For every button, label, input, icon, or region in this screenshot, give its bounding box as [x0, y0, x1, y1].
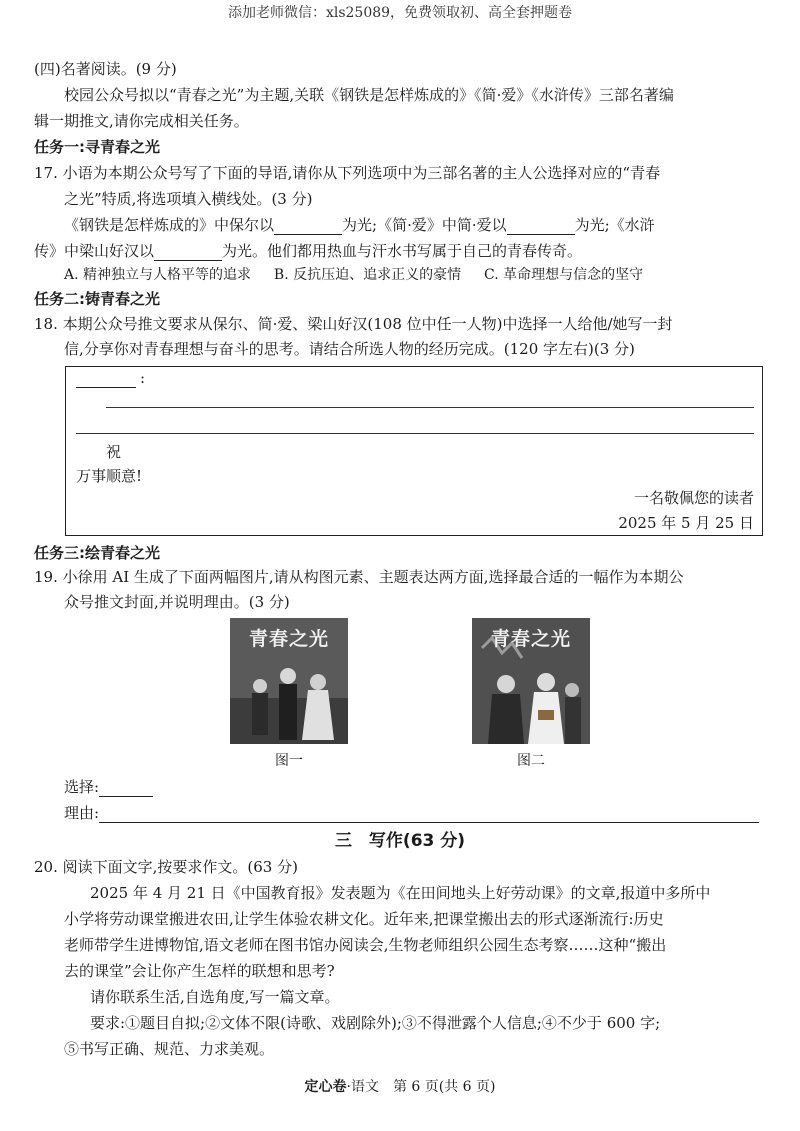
q17-fill-line2 — [34, 240, 582, 261]
q17-options — [64, 264, 643, 284]
letter-answer-box[interactable] — [65, 366, 763, 536]
q19-line1: 19. 小徐用 AI 生成了下面两幅图片,请从构图元素、主题表达两方面,选择最合适的一幅作为本期公 — [34, 568, 684, 586]
q19-reason-label: 理由: — [64, 804, 100, 822]
section3-heading: 三 写作(63 分) — [334, 831, 466, 851]
q17-option-c: C. 革命理想与信念的坚守 — [484, 267, 644, 283]
figure2-title: 青春之光 — [490, 628, 571, 650]
q17-blank-1[interactable] — [274, 216, 342, 235]
figure1-caption: 图一 — [275, 753, 303, 769]
q20-paragraph-line2: 小学将劳动课堂搬进农田,让学生体验农耕文化。近年来,把课堂搬出去的形式逐渐流行:历史 — [64, 910, 664, 928]
q17-blank-2[interactable] — [507, 216, 575, 235]
letter-writing-line-1[interactable] — [106, 407, 754, 408]
q17-fill1-text-a: 《钢铁是怎样炼成的》中保尔以 — [64, 216, 275, 234]
q17-blank-3[interactable] — [154, 242, 222, 261]
letter-closing-wishes: 万事顺意! — [76, 467, 143, 485]
q19-reason-row — [64, 802, 759, 823]
letter-writing-line-2[interactable] — [76, 433, 754, 434]
task2-title: 任务二:铸青春之光 — [34, 290, 160, 308]
letter-date: 2025 年 5 月 25 日 — [618, 514, 754, 532]
q20-instruction: 请你联系生活,自选角度,写一篇文章。 — [90, 988, 340, 1006]
q17-line1: 17. 小语为本期公众号写了下面的导语,请你从下列选项中为三部名著的主人公选择对应的“青春 — [34, 164, 661, 182]
q17-fill2-text-b: 为光。他们都用热血与汗水书写属于自己的青春传奇。 — [222, 242, 583, 260]
q19-choice-row — [64, 776, 153, 797]
letter-colon: : — [140, 369, 146, 387]
q18-line2: 信,分享你对青春理想与奋斗的思考。请结合所选人物的经历完成。(120 字左右)(3 分) — [64, 340, 635, 358]
figure2-image — [472, 618, 590, 744]
q20-requirements-line2: ⑤书写正确、规范、力求美观。 — [64, 1040, 275, 1058]
watermark-text: 添加老师微信：xls25089，免费领取初、高全套押题卷 — [227, 5, 573, 21]
q17-option-a: A. 精神独立与人格平等的追求 — [64, 267, 252, 283]
figure1-title: 青春之光 — [248, 628, 329, 650]
footer-subject: ·语文 第 6 页(共 6 页) — [346, 1079, 496, 1095]
q20-paragraph-line4: 去的课堂”会让你产生怎样的联想和思考? — [64, 962, 335, 980]
q19-line2: 众号推文封面,并说明理由。(3 分) — [64, 593, 290, 611]
q19-reason-blank[interactable] — [99, 804, 759, 823]
letter-signature: 一名敬佩您的读者 — [633, 489, 754, 507]
q17-fill1-text-c: 为光;《水浒 — [574, 216, 655, 234]
q17-line2: 之光”特质,将选项填入横线处。(3 分) — [64, 190, 313, 208]
section4-intro-line1: 校园公众号拟以“青春之光”为主题,关联《钢铁是怎样炼成的》《简·爱》《水浒传》三部名著编 — [64, 86, 674, 104]
footer-brand: 定心卷 — [304, 1079, 347, 1095]
task1-title: 任务一:寻青春之光 — [34, 138, 160, 156]
task3-title: 任务三:绘青春之光 — [34, 544, 160, 562]
q17-fill1-text-b: 为光;《简·爱》中简·爱以 — [342, 216, 507, 234]
q20-paragraph-line3: 老师带学生进博物馆,语文老师在图书馆办阅读会,生物老师组织公园生态考察……这种“搬出 — [64, 936, 667, 954]
q20-requirements-line1: 要求:①题目自拟;②文体不限(诗歌、戏剧除外);③不得泄露个人信息;④不少于 600 字; — [90, 1014, 661, 1032]
q17-fill2-text-a: 传》中梁山好汉以 — [34, 242, 155, 260]
q19-choice-label: 选择: — [64, 778, 100, 796]
figure2-caption: 图二 — [517, 753, 545, 769]
q20-paragraph-line1: 2025 年 4 月 21 日《中国教育报》发表题为《在田间地头上好劳动课》的文章,报道中多所中 — [90, 884, 711, 902]
section4-intro-line2: 辑一期推文,请你完成相关任务。 — [34, 112, 249, 130]
page-footer — [0, 1076, 800, 1096]
letter-closing-zhu: 祝 — [106, 443, 122, 461]
q19-choice-blank[interactable] — [99, 778, 153, 797]
letter-recipient-blank[interactable] — [76, 369, 136, 388]
figure1-image — [230, 618, 348, 744]
q17-fill-line1 — [64, 214, 655, 235]
section4-heading: (四)名著阅读。(9 分) — [34, 60, 177, 78]
q18-line1: 18. 本期公众号推文要求从保尔、简·爱、梁山好汉(108 位中任一人物)中选择一人给他/她写一封 — [34, 315, 673, 333]
q17-option-b: B. 反抗压迫、追求正义的豪情 — [273, 267, 462, 283]
q20-line1: 20. 阅读下面文字,按要求作文。(63 分) — [34, 858, 298, 876]
